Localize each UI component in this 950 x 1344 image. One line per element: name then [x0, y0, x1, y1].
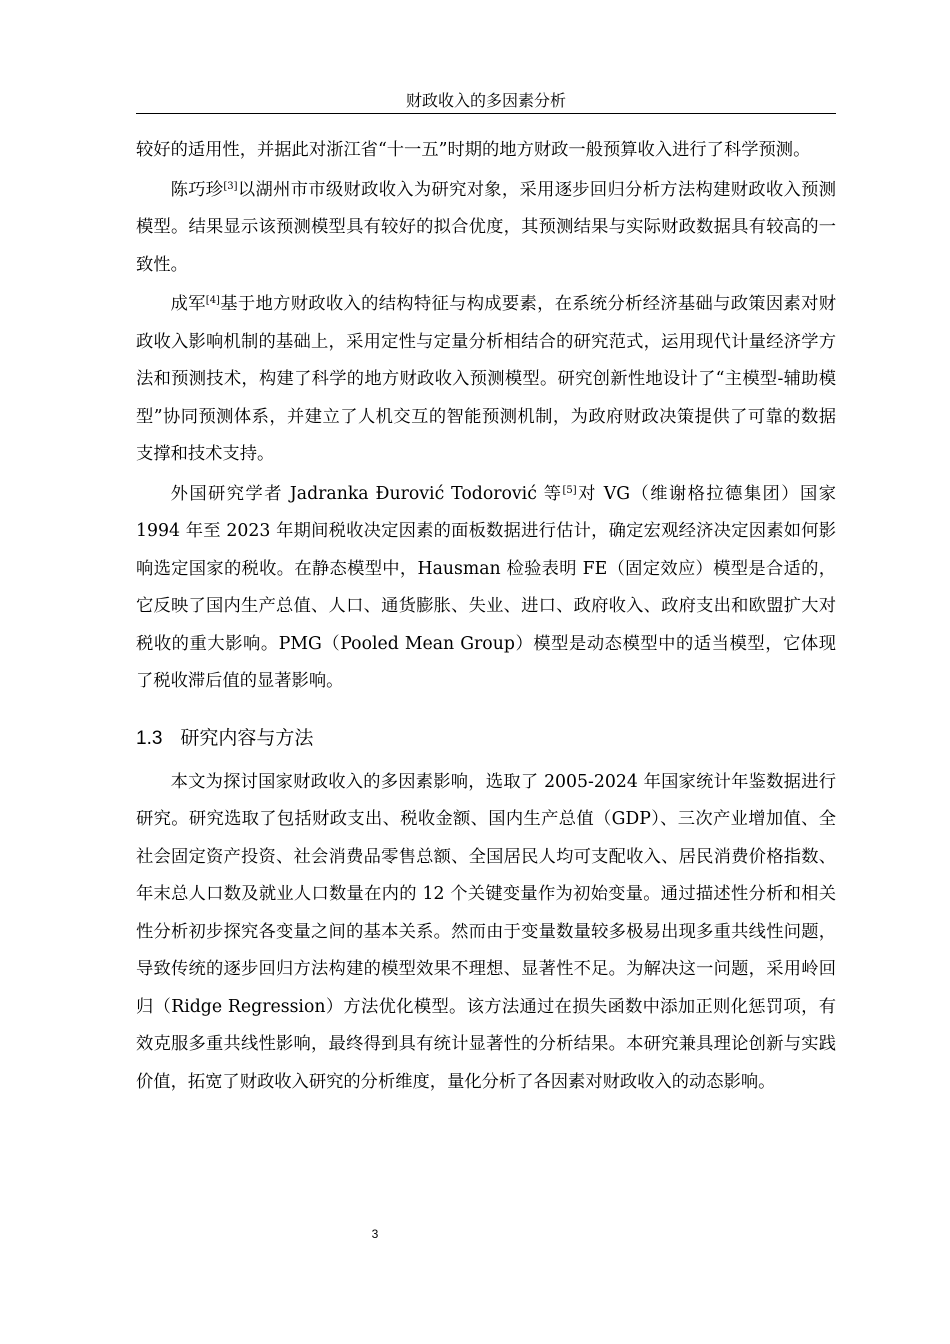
section-title: 研究内容与方法 [180, 726, 314, 749]
paragraph-research-content: 本文为探讨国家财政收入的多因素影响，选取了 2005-2024 年国家统计年鉴数据进行研究。研究选取了包括财政支出、税收金额、国内生产总值（GDP）、三次产业增加值、全社会固定资产投资、社会消费品零售总额、全国居民人均可支配收入、居民消费价格指数、年末总人口数及就业人口数量在内的 12 个关键变量作为初始变量。通过描述性分析和相关性分析初步探究各变量之间的基本关系。然而由于变量数量较多极易出现多重共线性问题，导致传统的逐步回归方法构建的模型效果不理想、显著性不足。为解决这一问题，采用岭回归（Ridge Regression）方法优化模型。该方法通过在损失函数中添加正则化惩罚项，有效克服多重共线性影响，最终得到具有统计显著性的分析结果。本研究兼具理论创新与实践价值，拓宽了财政收入研究的分析维度，量化分析了各因素对财政收入的动态影响。 [136, 771, 836, 1092]
paragraph-text: 陈巧珍 [170, 179, 224, 200]
paragraph-chen-qiaozhen [136, 172, 836, 285]
running-header: 财政收入的多因素分析 [405, 91, 566, 110]
paragraph-todorovic [136, 476, 836, 701]
paragraph-continued: 较好的适用性，并据此对浙江省“十一五”时期的地方财政一般预算收入进行了科学预测。 [136, 140, 811, 160]
paragraph-text: 成军 [170, 294, 206, 314]
paragraph-text: 外国研究学者 Jadranka Đurović Todorović 等 [170, 483, 563, 504]
citation-ref: [5] [562, 484, 577, 496]
paragraph-cheng-jun [136, 286, 836, 474]
section-number: 1.3 [136, 727, 163, 749]
citation-ref: [4] [205, 295, 220, 306]
body-text [136, 132, 836, 1101]
paragraph-text: 以湖州市市级财政收入为研究对象，采用逐步回归分析方法构建财政收入预测模型。结果显示该预测模型具有较好的拟合优度，其预测结果与实际财政数据具有较高的一致性。 [136, 179, 836, 275]
paragraph-text: 基于地方财政收入的结构特征与构成要素，在系统分析经济基础与政策因素对财政收入影响机制的基础上，采用定性与定量分析相结合的研究范式，运用现代计量经济学方法和预测技术，构建了科学的地方财政收入预测模型。研究创新性地设计了“主模型-辅助模型”协同预测体系，并建立了人机交互的智能预测机制，为政府财政决策提供了可靠的数据支撑和技术支持。 [136, 294, 836, 464]
page-number: 3 [371, 1227, 379, 1241]
section-heading [136, 723, 836, 754]
paragraph-text: 对 VG（维谢格拉德集团）国家 1994 年至 2023 年期间税收决定因素的面板数据进行估计，确定宏观经济决定因素如何影响选定国家的税收。在静态模型中，Hausman 检验表明 FE（固定效应）模型是合适的，它反映了国内生产总值、人口、通货膨胀、失业、进口、政府收入、政府支出和欧盟扩大对税收的重大影响。PMG（Pooled Mean Group）模型是动态模型中的适当模型，它体现了税收滞后值的显著影响。 [136, 483, 836, 691]
citation-ref: [3] [223, 180, 238, 192]
header-rule [136, 113, 836, 114]
